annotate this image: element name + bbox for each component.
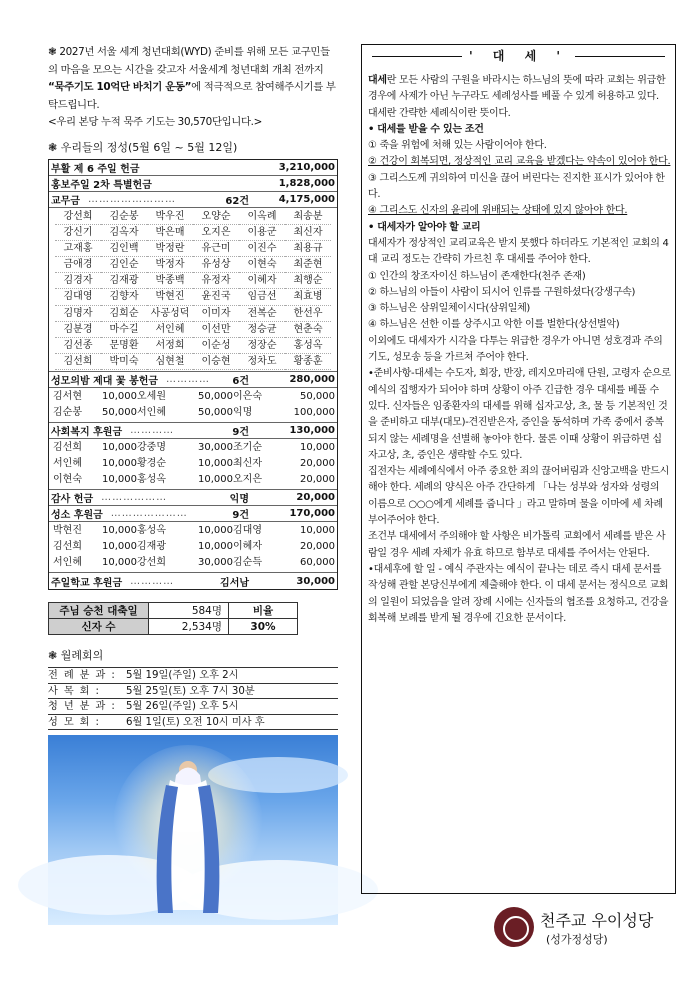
donor-name: 박종백 bbox=[147, 273, 193, 289]
meetings-list bbox=[48, 667, 338, 730]
donor-entry: 60,000 bbox=[300, 557, 335, 569]
donor-name: 이현숙 bbox=[239, 257, 285, 273]
donor-entry: 오세원 bbox=[137, 391, 166, 403]
donor-name: 강선희 bbox=[55, 209, 101, 225]
donor-entry: 이은숙 bbox=[233, 391, 262, 403]
parish-logo: 천주교 우이성당 (성가정성당) bbox=[494, 905, 684, 957]
donor-name: 이순성 bbox=[193, 338, 239, 354]
donor-name: 이승현 bbox=[193, 354, 239, 370]
donor-name: 최용규 bbox=[285, 241, 331, 257]
donor-name: 김경자 bbox=[55, 273, 101, 289]
donor-name: 김순봉 bbox=[101, 209, 147, 225]
donor-name: 최송분 bbox=[285, 209, 331, 225]
donor-entry: 이현숙 bbox=[53, 474, 82, 486]
rosary-count: <우리 본당 누적 묵주 기도는 30,570단입니다.> bbox=[48, 116, 262, 128]
donor-name: 박현진 bbox=[147, 289, 193, 305]
donor-entry: 50,000 bbox=[300, 391, 335, 403]
donor-name: 최준현 bbox=[285, 257, 331, 273]
offerings-table bbox=[48, 159, 338, 591]
offering-row: 성모의밤 제대 꽃 봉헌금 ………… 6건 280,000 bbox=[51, 374, 335, 388]
donor-entry: 김재광 bbox=[137, 541, 166, 553]
donor-name: 박미숙 bbox=[101, 354, 147, 370]
donor-name: 최행순 bbox=[285, 273, 331, 289]
donor-name: 윤진국 bbox=[193, 289, 239, 305]
donor-name: 김인순 bbox=[101, 257, 147, 273]
donor-name: 김희순 bbox=[101, 306, 147, 322]
donor-entry: 10,000 bbox=[198, 474, 233, 486]
donor-name: 김인백 bbox=[101, 241, 147, 257]
donor-entry: 100,000 bbox=[293, 407, 335, 419]
donor-name: 유정자 bbox=[193, 273, 239, 289]
donor-entry: 김대영 bbox=[233, 525, 262, 537]
donor-entry: 20,000 bbox=[300, 541, 335, 553]
donor-name: 김향자 bbox=[101, 289, 147, 305]
offering-row: 홍보주일 2차 특별헌금 1,828,000 bbox=[51, 177, 335, 191]
donor-entry: 10,000 bbox=[198, 541, 233, 553]
donor-entry: 홍성옥 bbox=[137, 525, 166, 537]
donor-entry: 10,000 bbox=[198, 525, 233, 537]
wyd-notice: ❃ 2027년 서울 세계 청년대회(WYD) 준비를 위해 모든 교구민들의 마음을 모으는 시간을 갖고자 서울세계 청년대회 개최 전까지 “묵주기도 10억단 바치기 운동”에 적극적으로 참여해주시기를 부탁드립니다. <우리 본당 누적 묵주 기도는 30,570단입니다.> bbox=[48, 46, 336, 128]
donor-name: 최신자 bbox=[285, 225, 331, 241]
donor-entry: 서인혜 bbox=[53, 557, 82, 569]
donor-entry: 익명 bbox=[233, 407, 253, 419]
donor-entry: 김순득 bbox=[233, 557, 262, 569]
donor-entry: 30,000 bbox=[198, 442, 233, 454]
vocation-donors-grid bbox=[49, 522, 337, 573]
donor-name: 김선희 bbox=[55, 354, 101, 370]
donor-name: 박정란 bbox=[147, 241, 193, 257]
donor-entry: 10,000 bbox=[300, 442, 335, 454]
meeting-item bbox=[48, 699, 338, 715]
donor-name: 유근미 bbox=[193, 241, 239, 257]
donor-entry: 김선희 bbox=[53, 541, 82, 553]
article-title: ' 대 세 ' bbox=[362, 45, 675, 67]
meeting-time: 5월 26일(주일) 오후 5시 bbox=[126, 701, 239, 713]
meeting-time: 5월 19일(주일) 오후 2시 bbox=[126, 670, 239, 682]
parish-seal-icon bbox=[494, 907, 534, 947]
donor-names-grid bbox=[49, 208, 337, 373]
donor-entry: 30,000 bbox=[198, 557, 233, 569]
meeting-time: 5월 25일(토) 오후 7시 30분 bbox=[126, 685, 255, 697]
offering-row: 교무금 …………………… 62건 4,175,000 bbox=[51, 193, 335, 207]
donor-name: 오양순 bbox=[193, 209, 239, 225]
donor-name: 박은매 bbox=[147, 225, 193, 241]
donor-entry: 오지은 bbox=[233, 474, 262, 486]
donor-name: 최효병 bbox=[285, 289, 331, 305]
donor-name: 현춘숙 bbox=[285, 322, 331, 338]
flower-donors-grid bbox=[49, 388, 337, 423]
donor-entry: 서인혜 bbox=[137, 407, 166, 419]
meeting-name: 전례분과: bbox=[48, 670, 121, 682]
donor-entry: 10,000 bbox=[300, 525, 335, 537]
donor-entry: 10,000 bbox=[102, 474, 137, 486]
donor-name: 이옥례 bbox=[239, 209, 285, 225]
donor-name: 심현철 bbox=[147, 354, 193, 370]
donor-name: 김재광 bbox=[101, 273, 147, 289]
donor-entry: 박현진 bbox=[53, 525, 82, 537]
section-heading: • 대세를 받을 수 있는 조건 bbox=[368, 123, 484, 135]
meeting-item bbox=[48, 715, 338, 731]
donor-entry: 10,000 bbox=[102, 442, 137, 454]
donor-entry: 김순봉 bbox=[53, 407, 82, 419]
donor-entry: 김서현 bbox=[53, 391, 82, 403]
offering-row: 주일학교 후원금 ………… 김서남 30,000 bbox=[51, 575, 336, 589]
donor-name: 이진수 bbox=[239, 241, 285, 257]
donor-name: 이용군 bbox=[239, 225, 285, 241]
donor-name: 이선만 bbox=[193, 322, 239, 338]
donor-name: 박정자 bbox=[147, 257, 193, 273]
meeting-name: 성모회: bbox=[48, 716, 105, 728]
donor-entry: 20,000 bbox=[300, 458, 335, 470]
donor-name: 사공성덕 bbox=[147, 306, 193, 322]
donor-entry: 이혜자 bbox=[233, 541, 262, 553]
donor-name: 임금선 bbox=[239, 289, 285, 305]
offering-row: 성소 후원금 ………………… 9건 170,000 bbox=[51, 508, 335, 522]
donor-entry: 50,000 bbox=[102, 407, 137, 419]
donor-name: 김옥자 bbox=[101, 225, 147, 241]
left-column bbox=[48, 44, 338, 730]
virgin-mary-illustration bbox=[48, 735, 338, 925]
offering-row: 감사 헌금 ……………… 익명 20,000 bbox=[51, 492, 335, 506]
donor-name: 정승균 bbox=[239, 322, 285, 338]
donor-name: 한선우 bbox=[285, 306, 331, 322]
donor-entry: 홍성옥 bbox=[137, 474, 166, 486]
meeting-name: 사목회: bbox=[48, 685, 105, 697]
donor-entry: 10,000 bbox=[102, 391, 137, 403]
donor-name: 김선종 bbox=[55, 338, 101, 354]
donor-entry: 10,000 bbox=[198, 458, 233, 470]
donor-name: 서정희 bbox=[147, 338, 193, 354]
donor-name: 황종훈 bbox=[285, 354, 331, 370]
donor-name: 김분경 bbox=[55, 322, 101, 338]
donor-name: 문명환 bbox=[101, 338, 147, 354]
donor-name: 오지은 bbox=[193, 225, 239, 241]
meeting-item bbox=[48, 668, 338, 684]
donor-entry: 50,000 bbox=[198, 407, 233, 419]
donor-entry: 강중명 bbox=[137, 442, 166, 454]
offering-row: 부활 제 6 주일 헌금 3,210,000 bbox=[51, 161, 335, 175]
donor-entry: 서인혜 bbox=[53, 458, 82, 470]
donor-entry: 20,000 bbox=[300, 474, 335, 486]
donor-name: 홍성옥 bbox=[285, 338, 331, 354]
donor-name: 김대영 bbox=[55, 289, 101, 305]
offering-row: 사회복지 후원금 ………… 9건 130,000 bbox=[51, 425, 336, 439]
donor-name: 강신기 bbox=[55, 225, 101, 241]
virgin-mary-image bbox=[48, 735, 338, 925]
article-body: 대세란 모든 사람의 구원을 바라시는 하느님의 뜻에 따라 교회는 위급한 경우에 사제가 아닌 누구라도 세례성사를 베풀 수 있게 허용하고 있다. 대세란 간략한 세례식이란 뜻이다. • 대세를 받을 수 있는 조건 ① 죽을 위험에 처해 있는 사람이어야 한다. ② 건강이 회복되면, 정상적인 교리 교육을 받겠다는 약속이 있어야 한다. ③ 그리스도께 귀의하여 미신을 끊어 버린다는 진지한 표시가 있어야 한다. ④ 그리스도 신자의 윤리에 위배되는 상태에 있지 않아야 한다. • 대세자가 알아야 할 교리 대세자가 정상적인 교리교육은 받지 못했다 하더라도 기본적인 교회의 4대 교리 정도는 간략히 가르친 후 대세를 주어야 한다. ① 인간의 창조자이신 하느님이 존재한다(천주 존재) ② 하느님의 아들이 사람이 되시어 인류를 구원하셨다(강생구속) ③ 하느님은 삼위일체이시다(삼위일체) ④ 하느님은 선한 이를 상주시고 악한 이를 벌한다(상선벌악) 이외에도 대세자가 시각을 다투는 위급한 경우가 아니면 성호경과 주의 기도, 성모송 등을 가르쳐 주어야 한다. •준비사항-대세는 수도자, 회장, 반장, 레지오마리애 단원, 고령자 순으로 예식의 집행자가 되어야 하며 상황이 아주 긴급한 경우 대세를 베풀 수 있다. 신자들은 임종환자의 대세를 위해 십자고상, 초, 물 등 기본적인 것을 준비하고 대부(대모)-견진받은자, 증인을 동석하며 가족 중에서 중복되지 않는 세례명을 선별해 놓아야 한다. 물론 이때 상황이 위급하면 십자고상, 초, 증인은 생략할 수도 있다. 집전자는 세례예식에서 아주 중요한 죄의 끊어버림과 신앙고백을 반드시 해야 한다. 세례의 양식은 아주 간단하게 「나는 성부와 성자와 성령의 이름으로 ○○○에게 세례를 줍니다 」라고 말하며 물을 이마에 세 차례 부어주어야 한다. 조건부 대세에서 주의해야 할 사항은 비가톨릭 교회에서 세례를 받은 사람일 경우 세례 자체가 유효 하므로 함부로 대세를 주어서는 안된다. •대세후에 할 일 - 예식 주관자는 예식이 끝나는 데로 즉시 대세 문서를 작성해 관할 본당신부에게 제출해야 한다. 이 대세 문서는 정식으로 교회의 일원이 되었음을 알려 장례 시에는 신자들의 협조를 요청하고, 건강을 회복해 보례를 받게 될 경우에 긴요한 문서이다. bbox=[368, 75, 671, 624]
donor-name: 이미자 bbox=[193, 306, 239, 322]
donor-entry: 10,000 bbox=[102, 557, 137, 569]
donor-name: 고재홍 bbox=[55, 241, 101, 257]
donor-name: 금애경 bbox=[55, 257, 101, 273]
donor-entry: 10,000 bbox=[102, 458, 137, 470]
section-heading: • 대세자가 알아야 할 교리 bbox=[368, 221, 481, 233]
donor-entry: 10,000 bbox=[102, 541, 137, 553]
donor-entry: 강선희 bbox=[137, 557, 166, 569]
bullet-mark: ❃ bbox=[48, 46, 57, 58]
donor-entry: 조기순 bbox=[233, 442, 262, 454]
welfare-donors-grid bbox=[49, 439, 337, 490]
meeting-name: 청년분과: bbox=[48, 701, 121, 713]
meeting-time: 6월 1일(토) 오전 10시 미사 후 bbox=[126, 716, 265, 728]
donor-name: 정차도 bbox=[239, 354, 285, 370]
donor-name: 김명자 bbox=[55, 306, 101, 322]
attendance-summary: 주님 승천 대축일 584명 비율 신자 수 2,534명 30% bbox=[48, 602, 298, 635]
donor-entry: 10,000 bbox=[102, 525, 137, 537]
donor-entry: 50,000 bbox=[198, 391, 233, 403]
donor-name: 서인혜 bbox=[147, 322, 193, 338]
donor-name: 유성상 bbox=[193, 257, 239, 273]
donor-name: 전복순 bbox=[239, 306, 285, 322]
offerings-heading: ❃ 우리들의 정성(5월 6일 ~ 5월 12일) bbox=[48, 140, 238, 154]
meetings-heading: ❃ 월례회의 bbox=[48, 649, 104, 663]
meeting-item bbox=[48, 684, 338, 700]
donor-name: 박우진 bbox=[147, 209, 193, 225]
donor-name: 마수길 bbox=[101, 322, 147, 338]
donor-entry: 최신자 bbox=[233, 458, 262, 470]
baptism-article bbox=[361, 44, 676, 894]
donor-name: 이혜자 bbox=[239, 273, 285, 289]
donor-entry: 황경순 bbox=[137, 458, 166, 470]
donor-entry: 김선희 bbox=[53, 442, 82, 454]
donor-name: 정장순 bbox=[239, 338, 285, 354]
